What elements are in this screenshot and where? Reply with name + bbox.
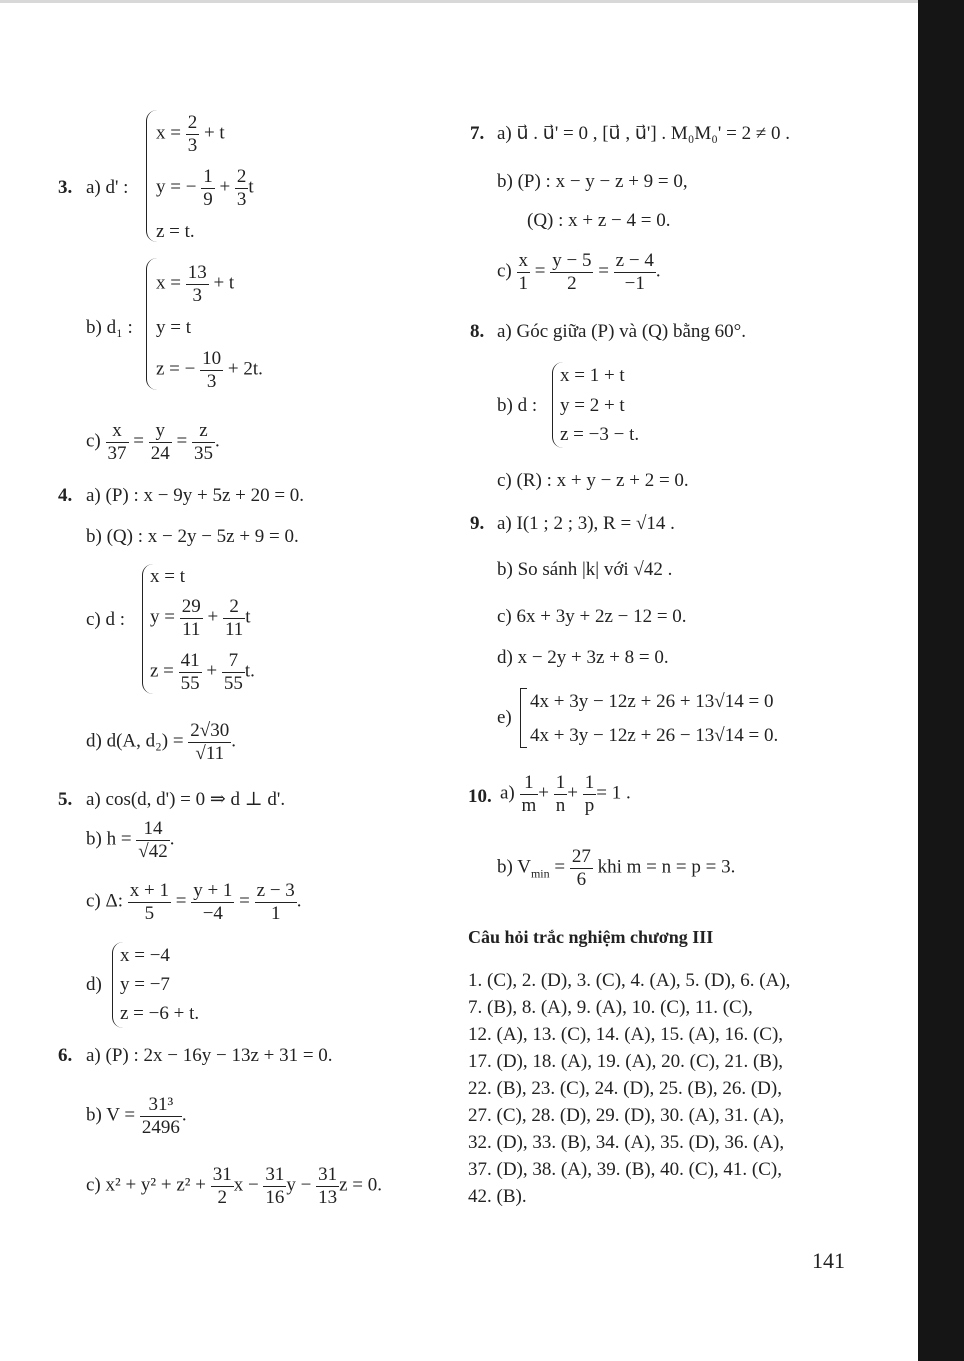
q3-number: 3. (58, 177, 73, 198)
q4b: b) (Q) : x − 2y − 5z + 9 = 0. (86, 526, 299, 547)
q8a: a) Góc giữa (P) và (Q) bằng 60°. (497, 321, 746, 342)
page-top-edge (0, 0, 964, 3)
q10-number: 10. (468, 786, 492, 807)
q9e-line2: 4x + 3y − 12z + 26 − 13√14 = 0. (530, 725, 779, 746)
q5c: c) Δ: $\frac{x + 1}{5}$ = $\frac{y + 1}{-4}$ = $\frac{z - 3}{1}$ . (86, 880, 302, 924)
q6a: a) (P) : 2x − 16y − 13z + 31 = 0. (86, 1045, 333, 1066)
q5d-line1: x = −4 (120, 945, 170, 966)
quiz-title: Câu hỏi trắc nghiệm chương III (468, 927, 714, 947)
q5b: b) h = $\frac{14}{√42}$ . (86, 818, 175, 862)
q4-number: 4. (58, 485, 73, 506)
quiz-line-5: 22. (B), 23. (C), 24. (D), 25. (B), 26. (D), (468, 1078, 782, 1099)
q9e-line1: 4x + 3y − 12z + 26 + 13√14 = 0 (530, 691, 774, 712)
q5a: a) cos(d, d') = 0 ⇒ d ⊥ d'. (86, 789, 286, 810)
q8b-label: b) d : (497, 395, 538, 416)
q9d: d) x − 2y + 3z + 8 = 0. (497, 647, 669, 668)
q7a: a) u⃗ . u⃗' = 0 , [u⃗ , u⃗'] . M₀M₀' = 2 ≠ 0 . (497, 123, 790, 144)
q3b-line1: x = $\frac{13}{3}$ + t (156, 262, 235, 306)
q7-number: 7. (470, 123, 485, 144)
quiz-line-1: 1. (C), 2. (D), 3. (C), 4. (A), 5. (D), 6. (A), (468, 970, 791, 991)
q8-number: 8. (470, 321, 485, 342)
q4c-line3: z = $\frac{41}{55}$ + $\frac{7}{55}$ t. (150, 650, 255, 694)
q3a-line1: x = $\frac{2}{3}$ + t (156, 112, 225, 156)
q3a-label: a) d' : (86, 177, 129, 198)
q4d: d) d(A, d₂) = $\frac{2√30}{√11}$ . (86, 720, 236, 764)
q5d-line3: z = −6 + t. (120, 1003, 200, 1024)
quiz-line-4: 17. (D), 18. (A), 19. (A), 20. (C), 21. (B), (468, 1051, 784, 1072)
q5-number: 5. (58, 789, 73, 810)
q10b: b) $V_{min}$ = $\frac{27}{6}$ khi m = n = p = 3. (497, 846, 736, 890)
q8b-line3: z = −3 − t. (560, 424, 640, 445)
q7b-line1: b) (P) : x − y − z + 9 = 0, (497, 171, 688, 192)
q3a-line2: y = − $\frac{1}{9}$ + $\frac{2}{3}$ t (156, 166, 254, 210)
q4c-line1: x = t (150, 566, 185, 587)
q9b: b) So sánh |k| với √42 . (497, 559, 673, 580)
q6-number: 6. (58, 1045, 73, 1066)
q6b: b) V = $\frac{\text{31³}}{2496}$ . (86, 1094, 187, 1138)
quiz-line-3: 12. (A), 13. (C), 14. (A), 15. (A), 16. (C), (468, 1024, 784, 1045)
q9c: c) 6x + 3y + 2z − 12 = 0. (497, 606, 687, 627)
q9a: a) I(1 ; 2 ; 3), R = √14 . (497, 513, 675, 534)
q6c: c) x² + y² + z² + $\frac{31}{2}$ x − $\frac{31}{16}$ y − $\frac{31}{13}$ z = 0. (86, 1164, 383, 1208)
scan-dark-edge (918, 0, 964, 1361)
q9e-label: e) (497, 707, 512, 728)
page-number: 141 (812, 1248, 845, 1273)
q5d-label: d) (86, 974, 102, 995)
quiz-line-7: 32. (D), 33. (B), 34. (A), 35. (D), 36. (A), (468, 1132, 785, 1153)
q8b-line2: y = 2 + t (560, 395, 625, 416)
q5d-line2: y = −7 (120, 974, 170, 995)
q8c: c) (R) : x + y − z + 2 = 0. (497, 470, 689, 491)
q8b-line1: x = 1 + t (560, 365, 625, 386)
q4c-line2: y = $\frac{29}{11}$ + $\frac{2}{11}$ t (150, 596, 251, 640)
q4c-label: c) d : (86, 609, 126, 630)
q3c: c) $\frac{x}{37}$ = $\frac{y}{24}$ = $\frac{z}{35}$ . (86, 420, 220, 464)
q10a: a) $\frac{1}{m}$ + $\frac{1}{n}$ + $\frac{1}{p}$ = 1 . (500, 772, 631, 816)
q7b-line2: (Q) : x + z − 4 = 0. (527, 210, 671, 231)
q7c: c) $\frac{x}{1}$ = $\frac{y - 5}{2}$ = $\frac{z - 4}{-1}$ . (497, 250, 661, 294)
q4a: a) (P) : x − 9y + 5z + 20 = 0. (86, 485, 305, 506)
quiz-line-9: 42. (B). (468, 1186, 527, 1207)
q3b-label: b) d₁ : (86, 317, 133, 338)
quiz-line-2: 7. (B), 8. (A), 9. (A), 10. (C), 11. (C), (468, 997, 753, 1018)
quiz-line-6: 27. (C), 28. (D), 29. (D), 30. (A), 31. (A), (468, 1105, 785, 1126)
q9-number: 9. (470, 513, 485, 534)
q3b-line2: y = t (156, 317, 191, 338)
q9e-bracket (520, 688, 527, 748)
q3b-line3: z = − $\frac{10}{3}$ + 2t. (156, 348, 263, 392)
q3a-line3: z = t. (156, 221, 195, 242)
quiz-line-8: 37. (D), 38. (A), 39. (B), 40. (C), 41. (C), (468, 1159, 782, 1180)
